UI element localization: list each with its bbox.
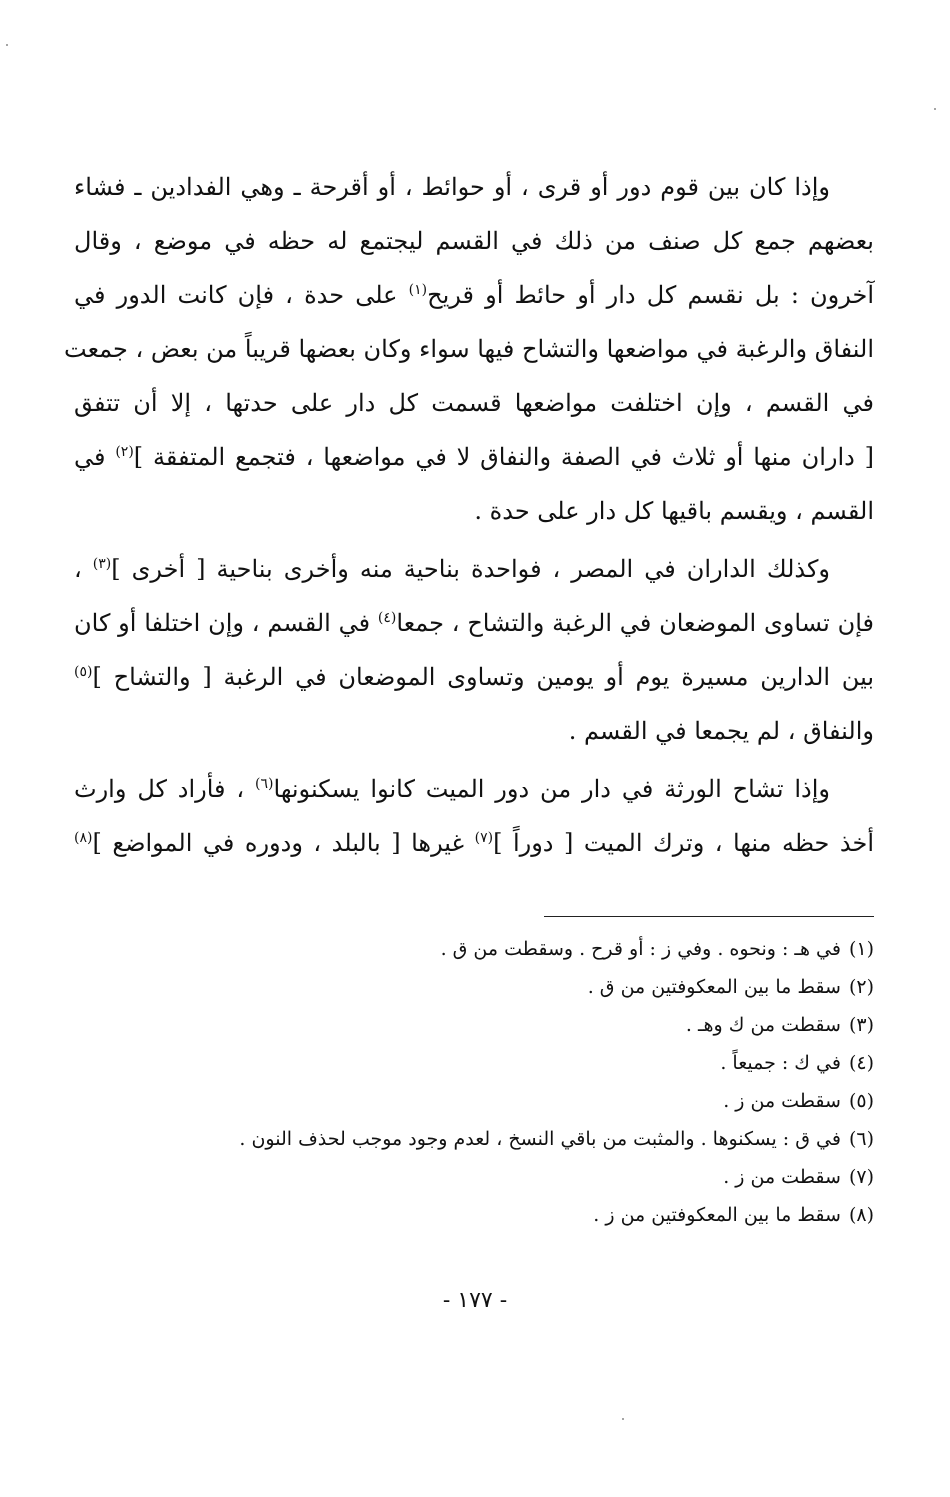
footnote-ref: (٨) [74,830,93,846]
footnote-ref: (٦) [255,776,274,792]
text-line [74,762,874,816]
text-line [74,816,874,870]
footnote [74,930,874,968]
footnote [74,1006,874,1044]
footnote-ref: (٤) [377,610,397,626]
text-line [74,650,874,704]
footnote-text: في ك : جميعاً . [720,1052,841,1074]
text-line [74,596,874,650]
text-line: القسم ، ويقسم باقيها كل دار على حدة . [474,497,874,525]
scan-speck [934,108,936,110]
text-line: النفاق والرغبة في مواضعها والتشاح فيها سواء وكان بعضها قريباً من بعض ، جمعت [64,335,874,363]
footnote-text: سقطت من ك وهـ . [685,1014,841,1036]
footnote-separator [544,916,874,917]
footnote-text: في هـ : ونحوه . وفي ز : أو قرح . وسقطت من ق . [440,938,841,960]
text-segment: ، فأراد كل وارث [74,775,256,803]
text-segment: في [74,443,116,471]
text-segment: على حدة ، فإن كانت الدور في [74,281,409,309]
main-text [64,160,875,870]
footnote [74,1196,874,1234]
text-segment: وإذا تشاح الورثة في دار من دور الميت كانوا يسكنونها [273,775,830,803]
text-line [74,542,874,596]
text-segment: بين الدارين مسيرة يوم أو يومين وتساوى الموضعان في الرغبة [ والتشاح ] [92,663,874,691]
footnote-number: (٦) [848,1128,874,1150]
footnote-ref: (١) [408,282,428,298]
page-number: - ١٧٧ - [442,1288,508,1313]
footnote-number: (٧) [848,1166,874,1188]
footnote-number: (١) [848,938,874,960]
text-segment: [ داران منها أو ثلاث في الصفة والنفاق لا في مواضعها ، فتجمع المتفقة ] [133,443,875,471]
footnote-text: سقطت من ز . [723,1166,841,1188]
text-line [74,268,874,322]
text-line: وإذا كان بين قوم دور أو قرى ، أو حوائط ، أو أقرحة ـ وهي الفدادين ـ فشاء [74,173,830,201]
footnote-number: (٣) [848,1014,874,1036]
footnote-text: سقطت من ز . [723,1090,841,1112]
footnote-number: (٨) [848,1204,874,1226]
footnotes [74,930,874,1234]
footnote-number: (٤) [848,1052,874,1074]
text-line: والنفاق ، لم يجمعا في القسم . [568,717,874,745]
footnote [74,1158,874,1196]
footnote-number: (٥) [848,1090,874,1112]
text-segment: غيرها [ بالبلد ، ودوره في المواضع ] [92,829,475,857]
footnote-ref: (٧) [474,830,494,846]
text-segment: أخذ حظه منها ، وترك الميت [ دوراً ] [493,829,874,857]
footnote-text: سقط ما بين المعكوفتين من ز . [593,1204,841,1226]
footnote-text: في ق : يسكنوها . والمثبت من باقي النسخ ، لعدم وجود موجب لحذف النون . [239,1128,841,1150]
scan-speck [622,1418,624,1420]
footnote [74,1120,874,1158]
footnote [74,1082,874,1120]
footnote-text: سقط ما بين المعكوفتين من ق . [587,976,841,998]
footnote-ref: (٢) [115,444,134,460]
footnote [74,968,874,1006]
scan-speck [6,44,8,46]
footnote-ref: (٣) [92,556,112,572]
footnote-ref: (٥) [74,664,93,680]
text-segment: آخرون : بل نقسم كل دار أو حائط أو قريح [427,281,874,309]
text-line [74,430,874,484]
footnote-number: (٢) [848,976,874,998]
footnote [74,1044,874,1082]
text-segment: فإن تساوى الموضعان في الرغبة والتشاح ، جمعا [396,609,874,637]
text-segment: في القسم ، وإن اختلفا أو كان [74,609,378,637]
text-segment: وكذلك الداران في المصر ، فواحدة بناحية منه وأخرى بناحية [ أخرى ] [111,555,831,583]
text-segment: ، [74,555,93,583]
text-line: بعضهم جمع كل صنف من ذلك في القسم ليجتمع له حظه في موضع ، وقال [74,227,874,255]
text-line: في القسم ، وإن اختلفت مواضعها قسمت كل دار على حدتها ، إلا أن تتفق [74,389,874,417]
